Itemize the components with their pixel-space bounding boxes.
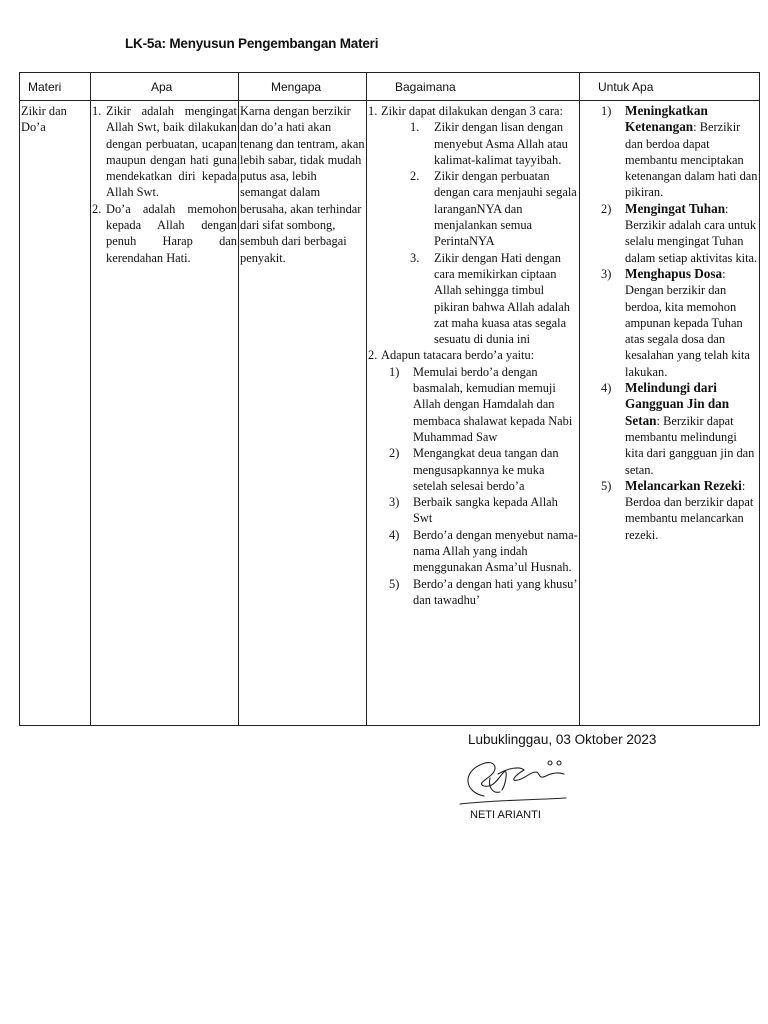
- doa-item: [368, 494, 578, 527]
- untuk-apa-item: [581, 201, 758, 266]
- zikir-item: [368, 168, 578, 249]
- list-text: Menghapus Dosa: Dengan berzikir dan berdoa, kita memohon ampunan kepada Tuhan atas segala dosa dan kesalahan yang telah kita lakukan.: [625, 265, 750, 379]
- cell-bagaimana: [367, 101, 580, 726]
- signature-image: [454, 754, 569, 812]
- list-number: 5): [601, 478, 612, 493]
- item-heading: Mengingat Tuhan: [625, 200, 726, 216]
- doa-item: [368, 364, 578, 445]
- signer-name: NETI ARIANTI: [470, 809, 541, 821]
- list-number: 3): [389, 495, 400, 510]
- item-heading: Melindungi dari Gangguan Jin dan Setan: [625, 380, 730, 428]
- untuk-apa-item: [581, 266, 758, 380]
- list-text: Melindungi dari Gangguan Jin dan Setan: Berzikir dapat membantu melindungi kita dari gangguan jin dan setan.: [625, 380, 755, 477]
- table-row: [20, 101, 760, 726]
- list-number: 2.: [410, 169, 420, 184]
- list-number: 1): [601, 104, 612, 118]
- header-untuk-apa: Untuk Apa: [580, 73, 760, 101]
- item-body: Berzikir adalah cara untuk selalu mengingat Tuhan dalam setiap aktivitas kita.: [625, 218, 758, 265]
- untuk-apa-item: [581, 478, 758, 543]
- materi-table: [19, 72, 760, 726]
- list-number: 1.: [410, 120, 420, 135]
- item-body: Berdoa dan berzikir dapat membantu melancarkan rezeki.: [625, 495, 754, 542]
- document-title: LK-5a: Menyusun Pengembangan Materi: [125, 36, 379, 51]
- list-text: Zikir dengan perbuatan dengan cara menjauhi segala laranganNYA dan menjalankan semua PerintaNYA: [434, 169, 577, 249]
- item-heading: Meningkatkan Ketenangan: [625, 103, 708, 135]
- cell-mengapa: Karna dengan berzikir dan do’a hati akan tenang dan tentram, akan lebih sabar, tidak mudah putus asa, lebih semangat dalam berusaha, akan terhindar dari sifat sombong, sembuh dari berbagai penyakit.: [239, 101, 367, 726]
- list-number: 3): [601, 266, 612, 281]
- list-text: Berbaik sangka kepada Allah Swt: [413, 495, 558, 526]
- list-text: Zikir adalah mengingat Allah Swt, baik dilakukan dengan perbuatan, ucapan maupun dengan hati guna mendekatkan diri kepada Allah Swt.: [106, 104, 237, 200]
- list-text: Melancarkan Rezeki: Berdoa dan berzikir dapat membantu melancarkan rezeki.: [625, 477, 754, 542]
- item-heading: Melancarkan Rezeki: [625, 477, 742, 493]
- apa-item: [92, 103, 237, 201]
- list-text: Mengingat Tuhan: Berzikir adalah cara untuk selalu mengingat Tuhan dalam setiap aktivitas kita.: [625, 200, 758, 265]
- untuk-apa-item: [581, 380, 758, 478]
- list-text: Zikir dengan Hati dengan cara memikirkan ciptaan Allah sehingga timbul pikiran bahwa Allah adalah zat maha kuasa atas segala sesuatu di dunia ini: [434, 250, 570, 347]
- untuk-apa-item: [581, 103, 758, 201]
- list-number: 2.: [368, 348, 378, 363]
- doa-item: [368, 527, 578, 576]
- list-text: Zikir dengan lisan dengan menyebut Asma Allah atau kalimat-kalimat tayyibah.: [434, 120, 568, 167]
- list-text: Mengangkat deua tangan dan mengusapkannya ke muka setelah selesai berdo’a: [413, 446, 559, 493]
- header-materi: Materi: [20, 73, 91, 101]
- header-apa: Apa: [91, 73, 239, 101]
- doa-intro: [368, 347, 578, 363]
- list-number: 5): [389, 576, 400, 591]
- list-number: 1.: [368, 104, 378, 118]
- place-date: Lubuklinggau, 03 Oktober 2023: [468, 732, 657, 747]
- list-number: 2.: [92, 201, 102, 216]
- header-bagaimana: Bagaimana: [367, 73, 580, 101]
- cell-apa: [91, 101, 239, 726]
- item-body: Dengan berzikir dan berdoa, kita memohon ampunan kepada Tuhan atas segala dosa dan kesalahan yang telah kita lakukan.: [625, 283, 750, 379]
- cell-untuk-apa: [580, 101, 760, 726]
- list-text: Berdo’a dengan menyebut nama-nama Allah yang indah menggunakan Asma’ul Husnah.: [413, 527, 578, 575]
- cell-materi: Zikir dan Do’a: [20, 101, 91, 726]
- apa-item: [92, 201, 237, 266]
- list-number: 4): [389, 527, 400, 542]
- item-body: Berzikir dan berdoa dapat membantu menciptakan ketenangan dalam hati dan pikiran.: [625, 120, 758, 200]
- list-number: 1.: [92, 104, 102, 118]
- list-text: Zikir dapat dilakukan dengan 3 cara:: [381, 104, 563, 118]
- doa-item: [368, 576, 578, 609]
- list-text: Memulai berdo’a dengan basmalah, kemudian memuji Allah dengan Hamdalah dan membaca shalawat kepada Nabi Muhammad Saw: [413, 364, 573, 444]
- table-header-row: [20, 73, 760, 101]
- doa-item: [368, 445, 578, 494]
- list-number: 1): [389, 364, 400, 379]
- list-number: 2): [601, 201, 612, 216]
- list-text: Berdo’a dengan hati yang khusu’ dan tawadhu’: [413, 576, 577, 607]
- list-number: 2): [389, 446, 400, 461]
- item-heading: Menghapus Dosa: [625, 265, 723, 281]
- list-number: 4): [601, 381, 612, 396]
- item-body: Berzikir dapat membantu melindungi kita dari gangguan jin dan setan.: [625, 413, 755, 477]
- list-text: Adapun tatacara berdo’a yaitu:: [381, 348, 535, 363]
- list-number: 3.: [410, 250, 420, 265]
- zikir-intro: [368, 103, 578, 119]
- zikir-item: [368, 250, 578, 348]
- header-mengapa: Mengapa: [239, 73, 367, 101]
- list-text: Do’a adalah memohon kepada Allah dengan penuh Harap dan kerendahan Hati.: [106, 201, 237, 265]
- list-text: Meningkatkan Ketenangan: Berzikir dan berdoa dapat membantu menciptakan ketenangan dalam hati dan pikiran.: [625, 103, 758, 200]
- zikir-item: [368, 119, 578, 168]
